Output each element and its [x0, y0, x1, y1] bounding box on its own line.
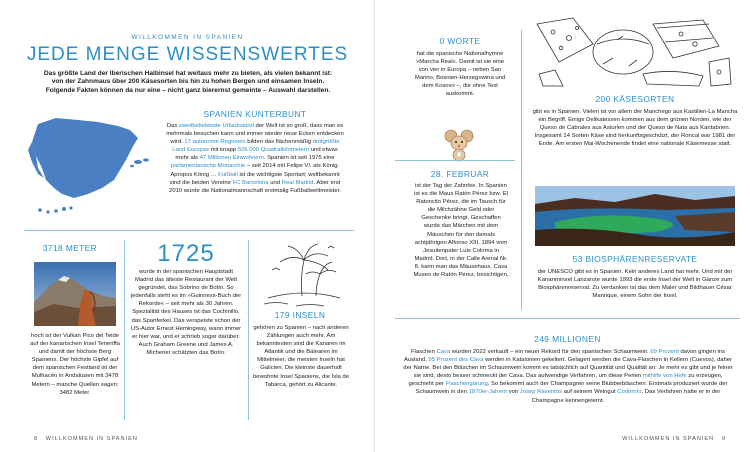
divider [521, 30, 522, 310]
section-heading-worte: 0 WORTE [439, 36, 481, 46]
page-footer [34, 436, 138, 442]
palm-island-illustration [262, 240, 346, 310]
section-text-kaese: gibt es in Spanien. Vielen ist vor allem der Manchego aus Kastilien-La Mancha ein Begriff. Einige Delikatessen kommen aus dem grünen Norden, wie der Queso de Cabrales aus Asturien und der Queso de Nata aus Kantabrien. Insgesamt 14 Sorten Käse sind herkunftsgeschützt, der Roncal war 1981 der Erste. Am ersten Mai-Wochenende findet eine nationale Käsemesse statt. [532, 109, 738, 148]
page-kicker: WILLKOMMEN IN SPANIEN [131, 34, 244, 41]
right-page [375, 0, 750, 452]
page-number: 8 [34, 436, 39, 442]
section-heading-meter: 3718 METER [42, 243, 98, 253]
divider [24, 230, 354, 231]
section-text-kunterbunt: Das zweitbeliebteste Urlaubsland der Welt ist so groß, dass man es mehrmals besuchen kann und immer wieder neue Ecken entdecken wird. 17 autonome Regionen bilden das flächenmäßig drittgrößte Land Europas mit knapp 506 000 Quadratkilometern und etwas mehr als 47 Millionen Einwohnern. Spanien ist seit 1975 eine parlamentarische Monarchie – seit 2014 mit Felipe VI. als König. Apropos König … Fußball ist die wichtigste Sportart; weltbekannt sind die beiden Vereine FC Barcelona und Real Madrid. Aber erst 2010 wurde die Nationalmannschaft erstmalig Fußballweltmeister. [166, 123, 344, 194]
footer-title: WILLKOMMEN IN SPANIEN [45, 436, 138, 442]
section-heading-februar: 28. FEBRUAR [430, 169, 490, 179]
footer-title: WILLKOMMEN IN SPANIEN [622, 436, 715, 442]
page-title: JEDE MENGE WISSENSWERTES [26, 44, 349, 65]
section-heading-millionen: 249 MILLIONEN [534, 334, 601, 344]
spain-map [26, 108, 162, 220]
section-heading-inseln: 179 INSELN [274, 310, 326, 320]
section-text-inseln: gehören zu Spanien – nach anderen Zählungen auch mehr. Am bekanntesten sind die Kanaren im Atlantik und die Balearen im Mittelmeer, die meisten Inseln hat Galicien. Die kleinste dauerhaft bewohnte Insel Spaniens, die Isla de Tabarca, gehört zu Alicante. [253, 325, 349, 388]
section-text-februar: ist der Tag der Zahnfee. In Spanien ist es die Maus Ratón Pérez bzw. El Ratoncito Pérez, die im Tausch für die Milchzähne Geld oder Geschenke bringt. Geschaffen wurde das Märchen mit dem Mäuschen für den damals achtjährigen Alfonso XIII, 1894 vom Jesuitenpater Luis Coloma in Madrid. Dort, in der Calle Arenal Nr. 8, kann man das Mäusehaus, Casa Museo de Ratón Pérez, besichtigen. [413, 183, 509, 279]
section-heading-kunterbunt: SPANIEN KUNTERBUNT [203, 109, 307, 119]
section-text-biosphaere: der UNESCO gibt es in Spanien. Kein anderes Land hat mehr. Und mit der Kanareninsel Lanzarote wurde 1993 die erste Insel der Welt in Gänze zum Biosphärenreservat. Zu verdanken ist das dem Maler und Bildhauer César Manrique, einem Sohn der Insel. [537, 269, 733, 300]
section-heading-biosphaere: 53 BIOSPHÄRENRESERVATE [572, 254, 698, 264]
section-heading-kaese: 200 KÄSESORTEN [595, 94, 675, 104]
page-number: 9 [721, 436, 726, 442]
divider [395, 160, 515, 161]
mouse-illustration [443, 128, 475, 162]
lanzarote-lagoon-photo [535, 186, 735, 246]
section-text-worte: hat die spanische Nationalhymne »Marcha Real«. Damit ist sie eine von vier in Europa – neben San Marino, Bosnien-Herzegowina und dem Kosovo –, die ohne Text auskommt. [414, 51, 506, 98]
page-footer [622, 436, 726, 442]
section-text-1725: wurde in der spanischen Hauptstadt Madrid das älteste Restaurant der Welt gegründet, das Sobrino de Botín. So jedenfalls steht es im »Guinness-Buch der Rekorde« – seit mehr als 30 Jahren. Spezialität des Hauses ist das Cochinillo, das Spanferkel. Das verspeiste schon der US-Autor Ernest Hemingway, wann immer er hier war, und er schrieb sogar darüber. Auch Graham Greene und James A. Michener schätzten das Botín. [130, 269, 242, 356]
teide-volcano-photo [34, 262, 116, 326]
divider [248, 240, 249, 420]
section-text-meter: hoch ist der Vulkan Pico del Teide auf der kanarischen Insel Teneriffa und damit der höchste Berg Spaniens. Der höchste Gipfel auf dem spanischen Festland ist der Mulhacén in Andalusien mit 3478 Metern – manche Quellen sagen: 3482 Meter. [30, 333, 120, 396]
section-text-millionen: Flaschen Cava wurden 2022 verkauft – ein neuer Rekord für den spanischen Schaumwein. 69 Prozent davon gingen ins Ausland, 95 Prozent des Cava werden in Katalonien gekeltert. Gelagert werden die Cava-Flaschen in Kellern (Cuevos), daher der Name. Bei den Bläschen im Schaumwein kommt es tatsächlich auf Quantität und Qualität an: Je mehr es gibt und je feiner sie sind, desto besser schmeckt der Cava. Das aufwendige Verfahren, um diese Perlen mithilfe von Hefe zu erzeugen, geschieht per Flaschengärung. So bekommt auch der Champagner seine Blubberbläschen. Erstmals produziert wurde der Schaumwein in den 1870er-Jahren von Josep Raventós auf seinem Weingut Codorníu. Das Verfahren hatte er in der Champagne kennengelernt. [403, 349, 733, 404]
divider [395, 318, 740, 319]
divider [124, 240, 125, 420]
intro-text: Das größte Land der Iberischen Halbinsel hat weitaus mehr zu bieten, als vielen bekannt ist: von der Zahnmaus über 200 Käsesorten bis hin zu hohen Bergen und einsamen Inseln. Folgende Fakten können da nur eine – nicht ganz bierernst gemeinte – Auswahl darstellen. [43, 70, 333, 94]
cheese-sketch [533, 14, 733, 88]
section-heading-1725: 1725 [157, 240, 215, 267]
